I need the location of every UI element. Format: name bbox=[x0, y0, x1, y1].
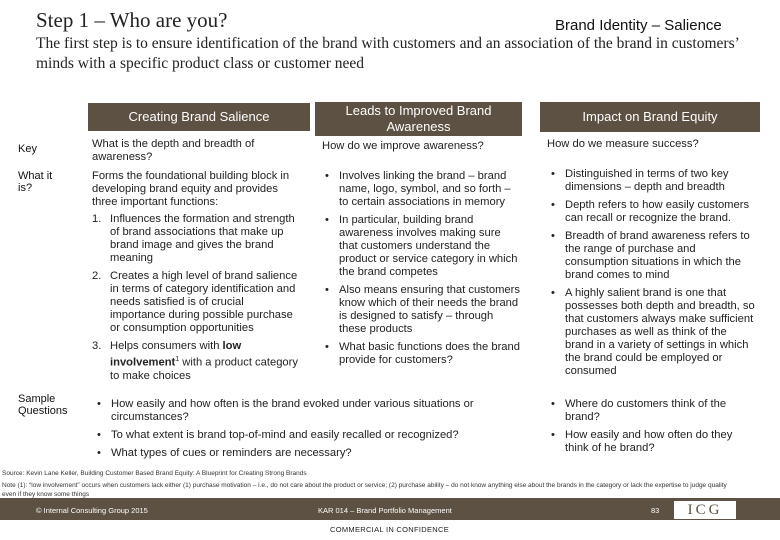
list-item: • Involves linking the brand – brand name, logo, symbol, and so forth – to certain associations in memory bbox=[322, 170, 520, 209]
key-col1: What is the depth and breadth of awareness? bbox=[92, 138, 255, 163]
step-title: Step 1 – Who are you? bbox=[36, 8, 228, 32]
row-label-what: What it is? bbox=[18, 170, 53, 194]
sample-col12 bbox=[94, 398, 514, 465]
list-item: • Depth refers to how easily customers can recall or recognize the brand. bbox=[548, 199, 758, 225]
subtitle: The first step is to ensure identification of the brand with customers and an association of the brand in customers’ minds with a specific product class or customer need bbox=[36, 35, 739, 72]
list-item: • Breadth of brand awareness refers to the range of purchase and consumption situations in which the brand comes to mind bbox=[548, 230, 758, 282]
brand-identity-header: Brand Identity – Salience bbox=[555, 17, 722, 34]
what-col3 bbox=[548, 168, 758, 383]
key-col2: How do we improve awareness? bbox=[322, 140, 484, 152]
list-item: • A highly salient brand is one that possesses both depth and breadth, so that customers always make sufficient purchases as well as think of the brand in a variety of settings in which the brand could be employed or consumed bbox=[548, 287, 758, 378]
column-header-brand-equity: Impact on Brand Equity bbox=[540, 102, 760, 132]
what-col1-intro: Forms the foundational building block in developing brand equity and provides three important functions: bbox=[92, 170, 290, 208]
key-col3: How do we measure success? bbox=[547, 138, 699, 150]
sample-col3 bbox=[548, 398, 748, 460]
footnote: Note (1): “low involvement” occurs when customers lack either (1) purchase motivation – i.e., do not care about the product or service; (2) purchase ability – do not know anything else about the brands in the category or lack the expertise to judge quality even if they know some things bbox=[2, 482, 727, 498]
list-item: 3. Helps consumers with low involvement$^1$ with a product category to make choices bbox=[92, 340, 298, 382]
icg-logo: ICG bbox=[673, 500, 737, 520]
row-label-key: Key bbox=[18, 143, 37, 155]
list-item: • How easily and how often is the brand evoked under various situations or circumstances? bbox=[94, 398, 514, 424]
list-item: • To what extent is brand top-of-mind and easily recalled or recognized? bbox=[94, 429, 514, 442]
row-label-sample-questions: Sample Questions bbox=[18, 393, 68, 417]
footer-document-title: KAR 014 – Brand Portfolio Management bbox=[318, 506, 452, 515]
list-item: • What types of cues or reminders are necessary? bbox=[94, 447, 514, 460]
list-item: • Distinguished in terms of two key dimensions – depth and breadth bbox=[548, 168, 758, 194]
page-number: 83 bbox=[651, 506, 660, 515]
footer-copyright: © Internal Consulting Group 2015 bbox=[36, 506, 148, 515]
column-header-improved-awareness: Leads to Improved Brand Awareness bbox=[315, 102, 522, 136]
confidentiality-notice: COMMERCIAL IN CONFIDENCE bbox=[330, 525, 450, 534]
what-col1-list bbox=[92, 213, 298, 383]
list-item: • In particular, building brand awareness involves making sure that customers understand the product or service category in which the brand competes bbox=[322, 214, 520, 279]
what-col1 bbox=[92, 170, 298, 388]
list-item: • Where do customers think of the brand? bbox=[548, 398, 748, 424]
column-header-creating-salience: Creating Brand Salience bbox=[88, 103, 310, 131]
source-note: Source: Kevin Lane Keller, Building Customer Based Brand Equity: A Blueprint for Creating Strong Brands bbox=[2, 470, 307, 477]
list-item: • How easily and how often do they think of he brand? bbox=[548, 429, 748, 455]
what-col2 bbox=[322, 170, 520, 372]
list-item: • Also means ensuring that customers know which of their needs the brand is designed to satisfy – through these products bbox=[322, 284, 520, 336]
list-item: 2. Creates a high level of brand salience in terms of category identification and needs satisfied is of crucial importance during possible purchase or consumption opportunities bbox=[92, 270, 298, 334]
list-item: 1. Influences the formation and strength of brand associations that make up brand image and gives the brand meaning bbox=[92, 213, 295, 264]
list-item: • What basic functions does the brand provide for customers? bbox=[322, 341, 520, 367]
